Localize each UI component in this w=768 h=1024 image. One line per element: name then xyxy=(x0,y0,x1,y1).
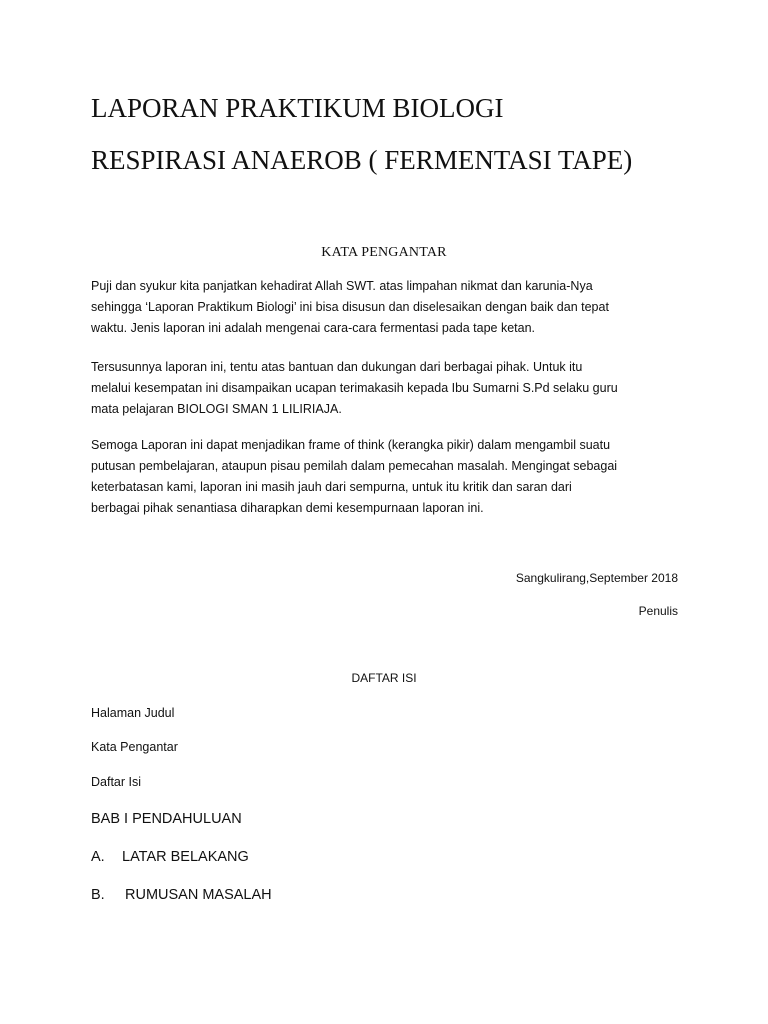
list-marker: B. xyxy=(91,887,105,903)
kata-pengantar-heading: KATA PENGANTAR xyxy=(321,245,447,260)
toc-item-kata-pengantar: Kata Pengantar xyxy=(91,740,178,754)
paragraph-line: Puji dan syukur kita panjatkan kehadirat Allah SWT. atas limpahan nikmat dan karunia-Nya xyxy=(91,279,593,293)
toc-item-halaman-judul: Halaman Judul xyxy=(91,706,175,720)
paragraph-line: keterbatasan kami, laporan ini masih jauh dari sempurna, untuk itu kritik dan saran dari xyxy=(91,480,572,494)
paragraph-2 xyxy=(91,357,691,420)
toc-sub-a xyxy=(91,848,249,866)
paragraph-line: Semoga Laporan ini dapat menjadikan frame of think (kerangka pikir) dalam mengambil suatu xyxy=(91,438,611,452)
paragraph-line: sehingga ‘Laporan Praktikum Biologi’ ini bisa disusun dan diselesaikan dengan baik dan tepat xyxy=(91,300,609,314)
toc-sub-b xyxy=(91,886,272,904)
place-date: Sangkulirang,September 2018 xyxy=(515,571,678,585)
paragraph-line: waktu. Jenis laporan ini adalah mengenai cara-cara fermentasi pada tape ketan. xyxy=(91,321,536,335)
paragraph-1 xyxy=(91,276,691,339)
toc-item-daftar-isi: Daftar Isi xyxy=(91,775,142,789)
document-title-line2: RESPIRASI ANAEROB ( FERMENTASI TAPE) xyxy=(91,145,633,175)
paragraph-line: melalui kesempatan ini disampaikan ucapan terimakasih kepada Ibu Sumarni S.Pd selaku guru xyxy=(91,381,618,395)
writer-signature: Penulis xyxy=(638,604,678,618)
paragraph-line: berbagai pihak senantiasa diharapkan demi kesempurnaan laporan ini. xyxy=(91,501,484,515)
daftar-isi-heading: DAFTAR ISI xyxy=(351,671,417,685)
paragraph-line: putusan pembelajaran, ataupun pisau pemilah dalam pemecahan masalah. Mengingat sebagai xyxy=(91,459,618,473)
toc-sub-a-label: LATAR BELAKANG xyxy=(122,849,249,865)
paragraph-line: Tersusunnya laporan ini, tentu atas bantuan dan dukungan dari berbagai pihak. Untuk itu xyxy=(91,360,583,374)
list-marker: A. xyxy=(91,849,105,865)
toc-bab-1: BAB I PENDAHULUAN xyxy=(91,811,242,827)
paragraph-3 xyxy=(91,435,691,519)
paragraph-line: mata pelajaran BIOLOGI SMAN 1 LILIRIAJA. xyxy=(91,402,342,416)
toc-sub-b-label: RUMUSAN MASALAH xyxy=(125,887,272,903)
document-title-line1: LAPORAN PRAKTIKUM BIOLOGI xyxy=(91,93,504,123)
